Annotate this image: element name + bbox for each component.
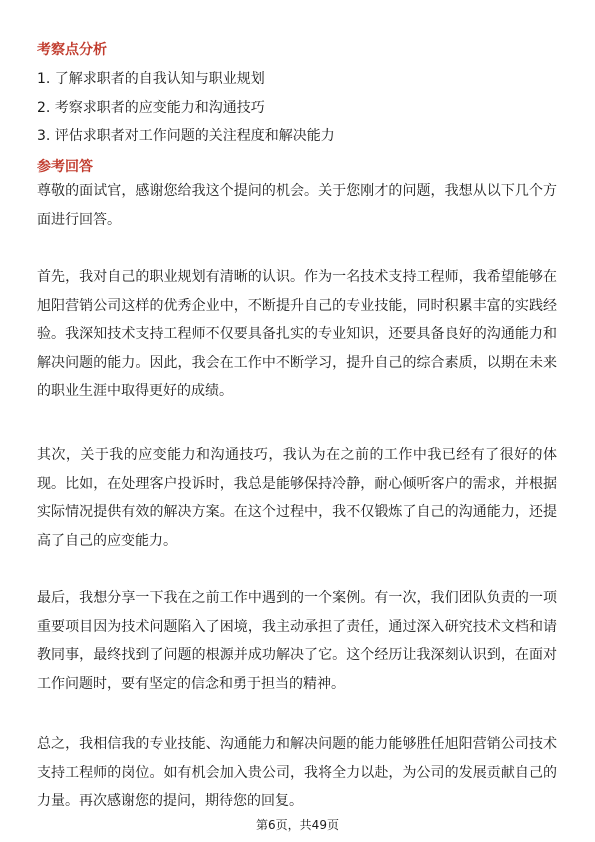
answer-paragraph-conclusion: 总之，我相信我的专业技能、沟通能力和解决问题的能力能够胜任旭阳营销公司技术支持工程师的岗位。如有机会加入贵公司，我将全力以赴，为公司的发展贡献自己的力量。再次感谢您的提问，期待您的回复。 (37, 736, 557, 809)
answer-paragraph-intro: 尊敬的面试官，感谢您给我这个提问的机会。关于您刚才的问题，我想从以下几个方面进行回答。 (37, 183, 557, 228)
analysis-item-3: 3. 评估求职者对工作问题的关注程度和解决能力 (37, 128, 335, 144)
answer-paragraph-second: 其次，关于我的应变能力和沟通技巧，我认为在之前的工作中我已经有了很好的体现。比如，在处理客户投诉时，我总是能够保持冷静，耐心倾听客户的需求，并根据实际情况提供有效的解决方案。在这个过程中，我不仅锻炼了自己的沟通能力，还提高了自己的应变能力。 (37, 447, 557, 549)
analysis-item-1: 1. 了解求职者的自我认知与职业规划 (37, 71, 265, 87)
analysis-heading: 考察点分析 (37, 42, 107, 58)
answer-paragraph-first: 首先，我对自己的职业规划有清晰的认识。作为一名技术支持工程师，我希望能够在旭阳营销公司这样的优秀企业中，不断提升自己的专业技能，同时积累丰富的实践经验。我深知技术支持工程师不仅要具备扎实的专业知识，还要具备良好的沟通能力和解决问题的能力。因此，我会在工作中不断学习，提升自己的综合素质，以期在未来的职业生涯中取得更好的成绩。 (37, 269, 557, 399)
analysis-item-2: 2. 考察求职者的应变能力和沟通技巧 (37, 100, 265, 116)
answer-paragraph-third: 最后，我想分享一下我在之前工作中遇到的一个案例。有一次，我们团队负责的一项重要项目因为技术问题陷入了困境，我主动承担了责任，通过深入研究技术文档和请教同事，最终找到了问题的根源并成功解决了它。这个经历让我深刻认识到，在面对工作问题时，要有坚定的信念和勇于担当的精神。 (37, 590, 557, 692)
page-number: 第6页，共49页 (256, 818, 339, 832)
answer-heading: 参考回答 (37, 159, 93, 175)
